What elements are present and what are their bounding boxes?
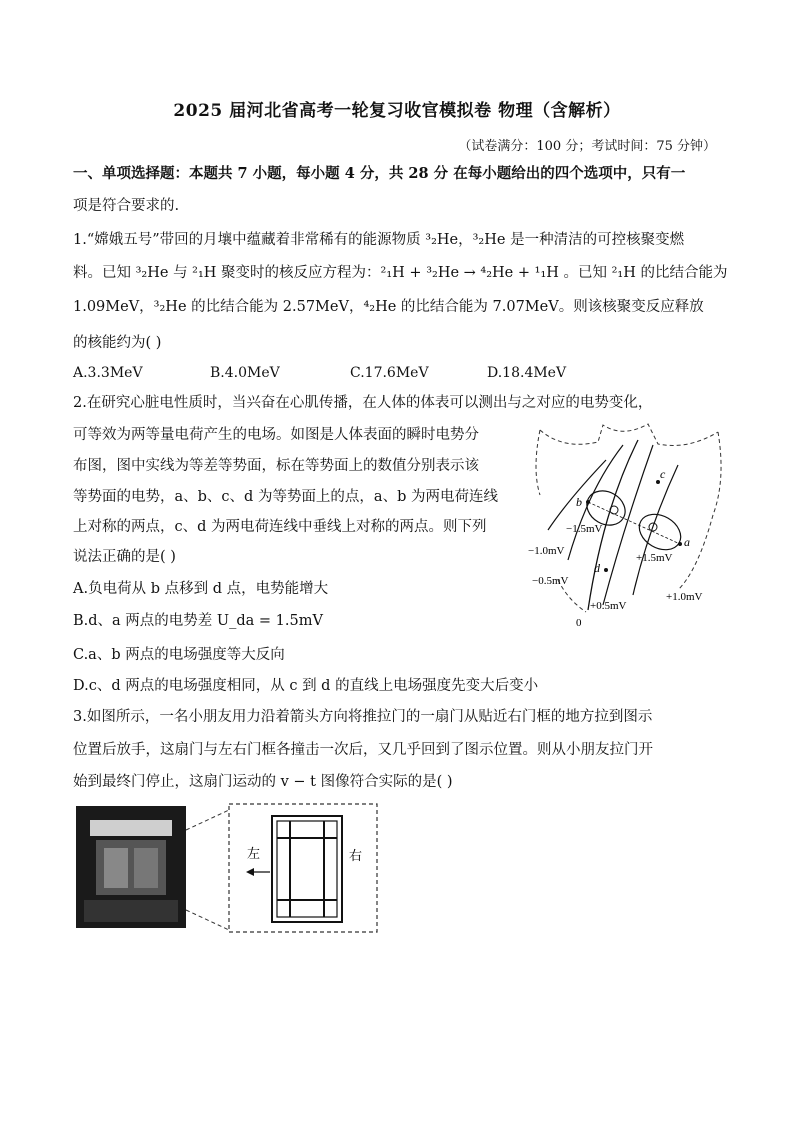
label-minus-10: −1.0mV	[528, 545, 565, 557]
section-heading-line1: 一、单项选择题：本题共 7 小题，每小题 4 分，共 28 分 在每小题给出的四个选项中，只有一	[73, 165, 686, 182]
q1-line4: 的核能约为( )	[73, 335, 162, 351]
q3-line3: 始到最终门停止，这扇门运动的 v − t 图像符合实际的是( )	[73, 774, 453, 790]
equipotential-figure	[528, 420, 728, 630]
q1-line3: 1.09MeV，³₂He 的比结合能为 2.57MeV，⁴₂He 的比结合能为 7.07MeV。则该核聚变反应释放	[73, 299, 704, 315]
q2-option-d: D.c、d 两点的电场强度相同，从 c 到 d 的直线上电场强度先变大后变小	[73, 678, 539, 694]
right-label: 右	[349, 849, 363, 864]
label-plus-15: +1.5mV	[636, 552, 673, 564]
label-minus-15: −1.5mV	[566, 523, 603, 535]
point-a	[678, 542, 682, 546]
q1-line2: 料。已知 ³₂He 与 ²₁H 聚变时的核反应方程为：²₁H + ³₂He → ⁴₂He + ¹₁H 。已知 ²₁H 的比结合能为	[73, 265, 728, 281]
point-d	[604, 568, 608, 572]
point-b	[586, 500, 590, 504]
q1-option-c: C.17.6MeV	[350, 365, 429, 381]
arrow-head-icon	[246, 868, 254, 876]
q2-line4: 等势面的电势，a、b、c、d 为等势面上的点，a、b 为两电荷连线	[73, 489, 498, 505]
q2-option-c: C.a、b 两点的电场强度等大反向	[73, 647, 285, 663]
q2-line1: 2.在研究心脏电性质时，当兴奋在心肌传播，在人体的体表可以测出与之对应的电势变化，	[73, 395, 653, 411]
equipotential-plus-15	[633, 507, 687, 557]
label-d: d	[594, 561, 600, 575]
q3-line2: 位置后放手，这扇门与左右门框各撞击一次后，又几乎回到了图示位置。则从小朋友拉门开	[73, 742, 653, 758]
exam-info: （试卷满分：100 分；考试时间：75 分钟）	[458, 139, 716, 154]
q2-option-a: A.负电荷从 b 点移到 d 点，电势能增大	[73, 581, 329, 597]
left-label: 左	[247, 847, 261, 862]
body-outline-left	[536, 430, 540, 495]
q2-line6: 说法正确的是( )	[73, 549, 176, 565]
door-frame	[272, 816, 342, 922]
zoom-box	[229, 804, 377, 932]
q3-line1: 3.如图所示，一名小朋友用力沿着箭头方向将推拉门的一扇门从贴近右门框的地方拉到图示	[73, 709, 653, 725]
q1-option-a: A.3.3MeV	[73, 365, 143, 381]
q1-option-b: B.4.0MeV	[210, 365, 280, 381]
label-minus-05: −0.5mV	[532, 575, 569, 587]
label-b: b	[576, 495, 582, 509]
q1-option-d: D.18.4MeV	[487, 365, 567, 381]
body-outline-top	[540, 424, 718, 446]
page-title: 2025 届河北省高考一轮复习收官模拟卷 物理（含解析）	[173, 101, 621, 121]
label-c: c	[660, 467, 666, 481]
section-heading-line2: 项是符合要求的.	[73, 198, 180, 214]
q2-option-b: B.d、a 两点的电势差 U_da = 1.5mV	[73, 613, 323, 629]
q2-line5: 上对称的两点，c、d 为两电荷连线中垂线上对称的两点。则下列	[73, 519, 487, 535]
label-zero: 0	[576, 617, 582, 629]
q2-line2: 可等效为两等量电荷产生的电场。如图是人体表面的瞬时电势分	[73, 427, 479, 443]
q1-line1: 1.“嫦娥五号”带回的月壤中蕴藏着非常稀有的能源物质 ³₂He，³₂He 是一种清洁的可控核聚变燃	[73, 232, 685, 248]
label-plus-10: +1.0mV	[666, 591, 703, 603]
label-plus-05: +0.5mV	[590, 600, 627, 612]
sliding-door-figure	[74, 800, 384, 935]
body-outline-right	[678, 432, 721, 590]
q2-line3: 布图，图中实线为等差等势面，标在等势面上的数值分别表示该	[73, 458, 479, 474]
label-a: a	[684, 535, 690, 549]
